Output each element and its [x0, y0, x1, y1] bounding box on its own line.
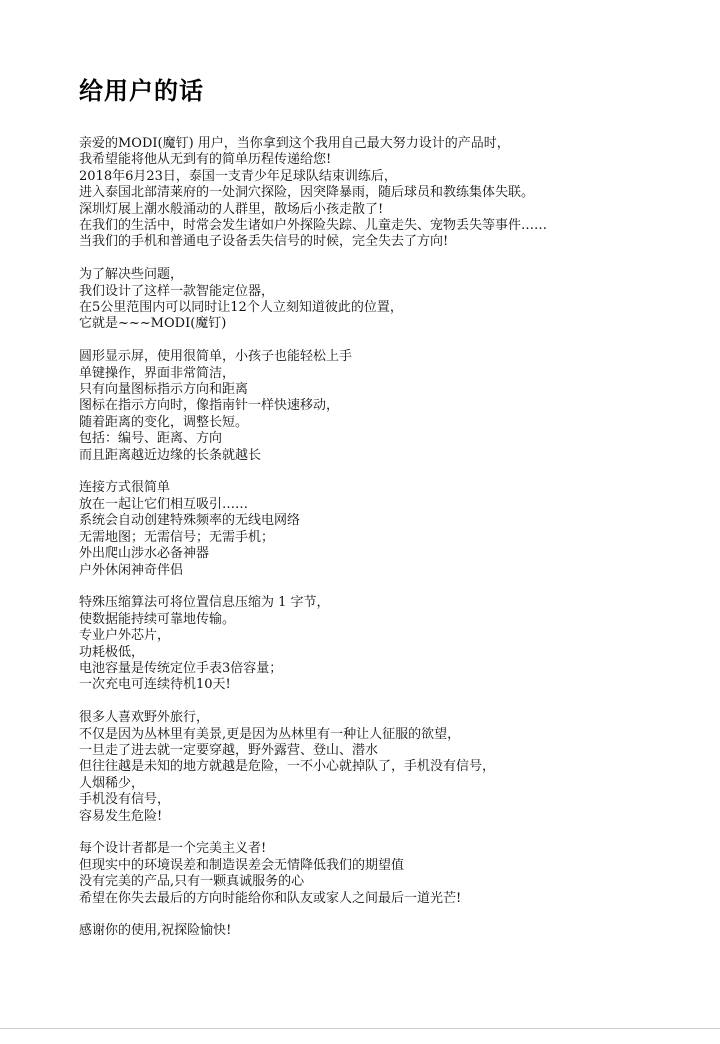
text-line: 连接方式很简单 — [79, 480, 171, 496]
text-line: 随着距离的变化，调整长短。 — [79, 414, 249, 430]
text-line: 图标在指示方向时，像指南针一样快速移动， — [79, 398, 340, 414]
page-title: 给用户的话 — [79, 77, 204, 105]
text-line: 一旦走了进去就一定要穿越，野外露营、登山、潜水 — [79, 742, 379, 758]
text-line: 一次充电可连续待机10天! — [79, 677, 231, 693]
text-line: 当我们的手机和普通电子设备丢失信号的时候，完全失去了方向! — [79, 234, 449, 250]
text-line: 亲爱的MODI(魔钉) 用户，当你拿到这个我用自己最大努力设计的产品时， — [79, 136, 510, 151]
text-line: 放在一起让它们相互吸引…… — [79, 496, 249, 512]
text-line: 容易发生危险! — [79, 808, 163, 824]
text-line: 电池容量是传统定位手表3倍容量； — [79, 660, 283, 676]
text-line: 每个设计者都是一个完美主义者! — [79, 841, 267, 857]
text-line: 很多人喜欢野外旅行， — [79, 710, 210, 726]
text-line: 系统会自动创建特殊频率的无线电网络 — [79, 513, 301, 529]
text-line: 2018年6月23日，泰国一支青少年足球队结束训练后， — [79, 168, 397, 184]
text-line: 不仅是因为丛林里有美景,更是因为丛林里有一种让人征服的欲望， — [79, 726, 461, 742]
text-line: 无需地图；无需信号；无需手机； — [79, 529, 275, 545]
text-line: 但往往越是未知的地方就越是危险，一不小心就掉队了，手机没有信号， — [79, 759, 496, 775]
text-line: 希望在你失去最后的方向时能给你和队友或家人之间最后一道光芒! — [79, 890, 462, 906]
text-line: 没有完美的产品,只有一颗真诚服务的心 — [79, 874, 305, 890]
text-line: 只有向量图标指示方向和距离 — [79, 382, 249, 398]
text-line: 特殊压缩算法可将位置信息压缩为 1 字节， — [79, 595, 330, 611]
text-line: 深圳灯展上潮水般涌动的人群里，散场后小孩走散了! — [79, 201, 384, 217]
paragraph — [79, 841, 709, 907]
paragraph — [79, 923, 709, 939]
text-line: 我们设计了这样一款智能定位器， — [79, 283, 275, 299]
text-line: 人烟稀少， — [79, 775, 145, 791]
text-line: 户外休闲神奇伴侣 — [79, 562, 184, 578]
text-line: 圆形显示屏，使用很简单，小孩子也能轻松上手 — [79, 349, 353, 365]
text-line: 使数据能持续可靠地传输。 — [79, 611, 236, 627]
letter-body — [79, 136, 709, 956]
text-line: 进入泰国北部清莱府的一处洞穴探险，因突降暴雨，随后球员和教练集体失联。 — [79, 185, 535, 201]
paragraph — [79, 349, 709, 464]
paragraph — [79, 595, 709, 693]
paragraph — [79, 267, 709, 333]
text-line: 专业户外芯片， — [79, 628, 171, 644]
paragraph — [79, 710, 709, 825]
bottom-divider — [0, 1028, 720, 1029]
text-line: 但现实中的环境误差和制造误差会无情降低我们的期望值 — [79, 857, 405, 873]
paragraph — [79, 136, 709, 251]
text-line: 单键操作，界面非常简洁， — [79, 365, 236, 381]
text-line: 包括：编号、距离、方向 — [79, 431, 223, 447]
text-line: 在5公里范围内可以同时让12个人立刻知道彼此的位置， — [79, 300, 403, 316]
text-line: 而且距离越近边缘的长条就越长 — [79, 447, 262, 463]
paragraph — [79, 480, 709, 578]
text-line: 为了解决些问题， — [79, 267, 184, 283]
text-line: 它就是~~~MODI(魔钉) — [79, 316, 227, 332]
text-line: 感谢你的使用,祝探险愉快! — [79, 923, 232, 939]
text-line: 外出爬山涉水必备神器 — [79, 546, 210, 562]
text-line: 功耗极低， — [79, 644, 145, 660]
text-line: 在我们的生活中，时常会发生诸如户外探险失踪、儿童走失、宠物丢失等事件…… — [79, 218, 548, 234]
text-line: 我希望能将他从无到有的简单历程传递给您! — [79, 152, 332, 168]
text-line: 手机没有信号， — [79, 792, 171, 808]
